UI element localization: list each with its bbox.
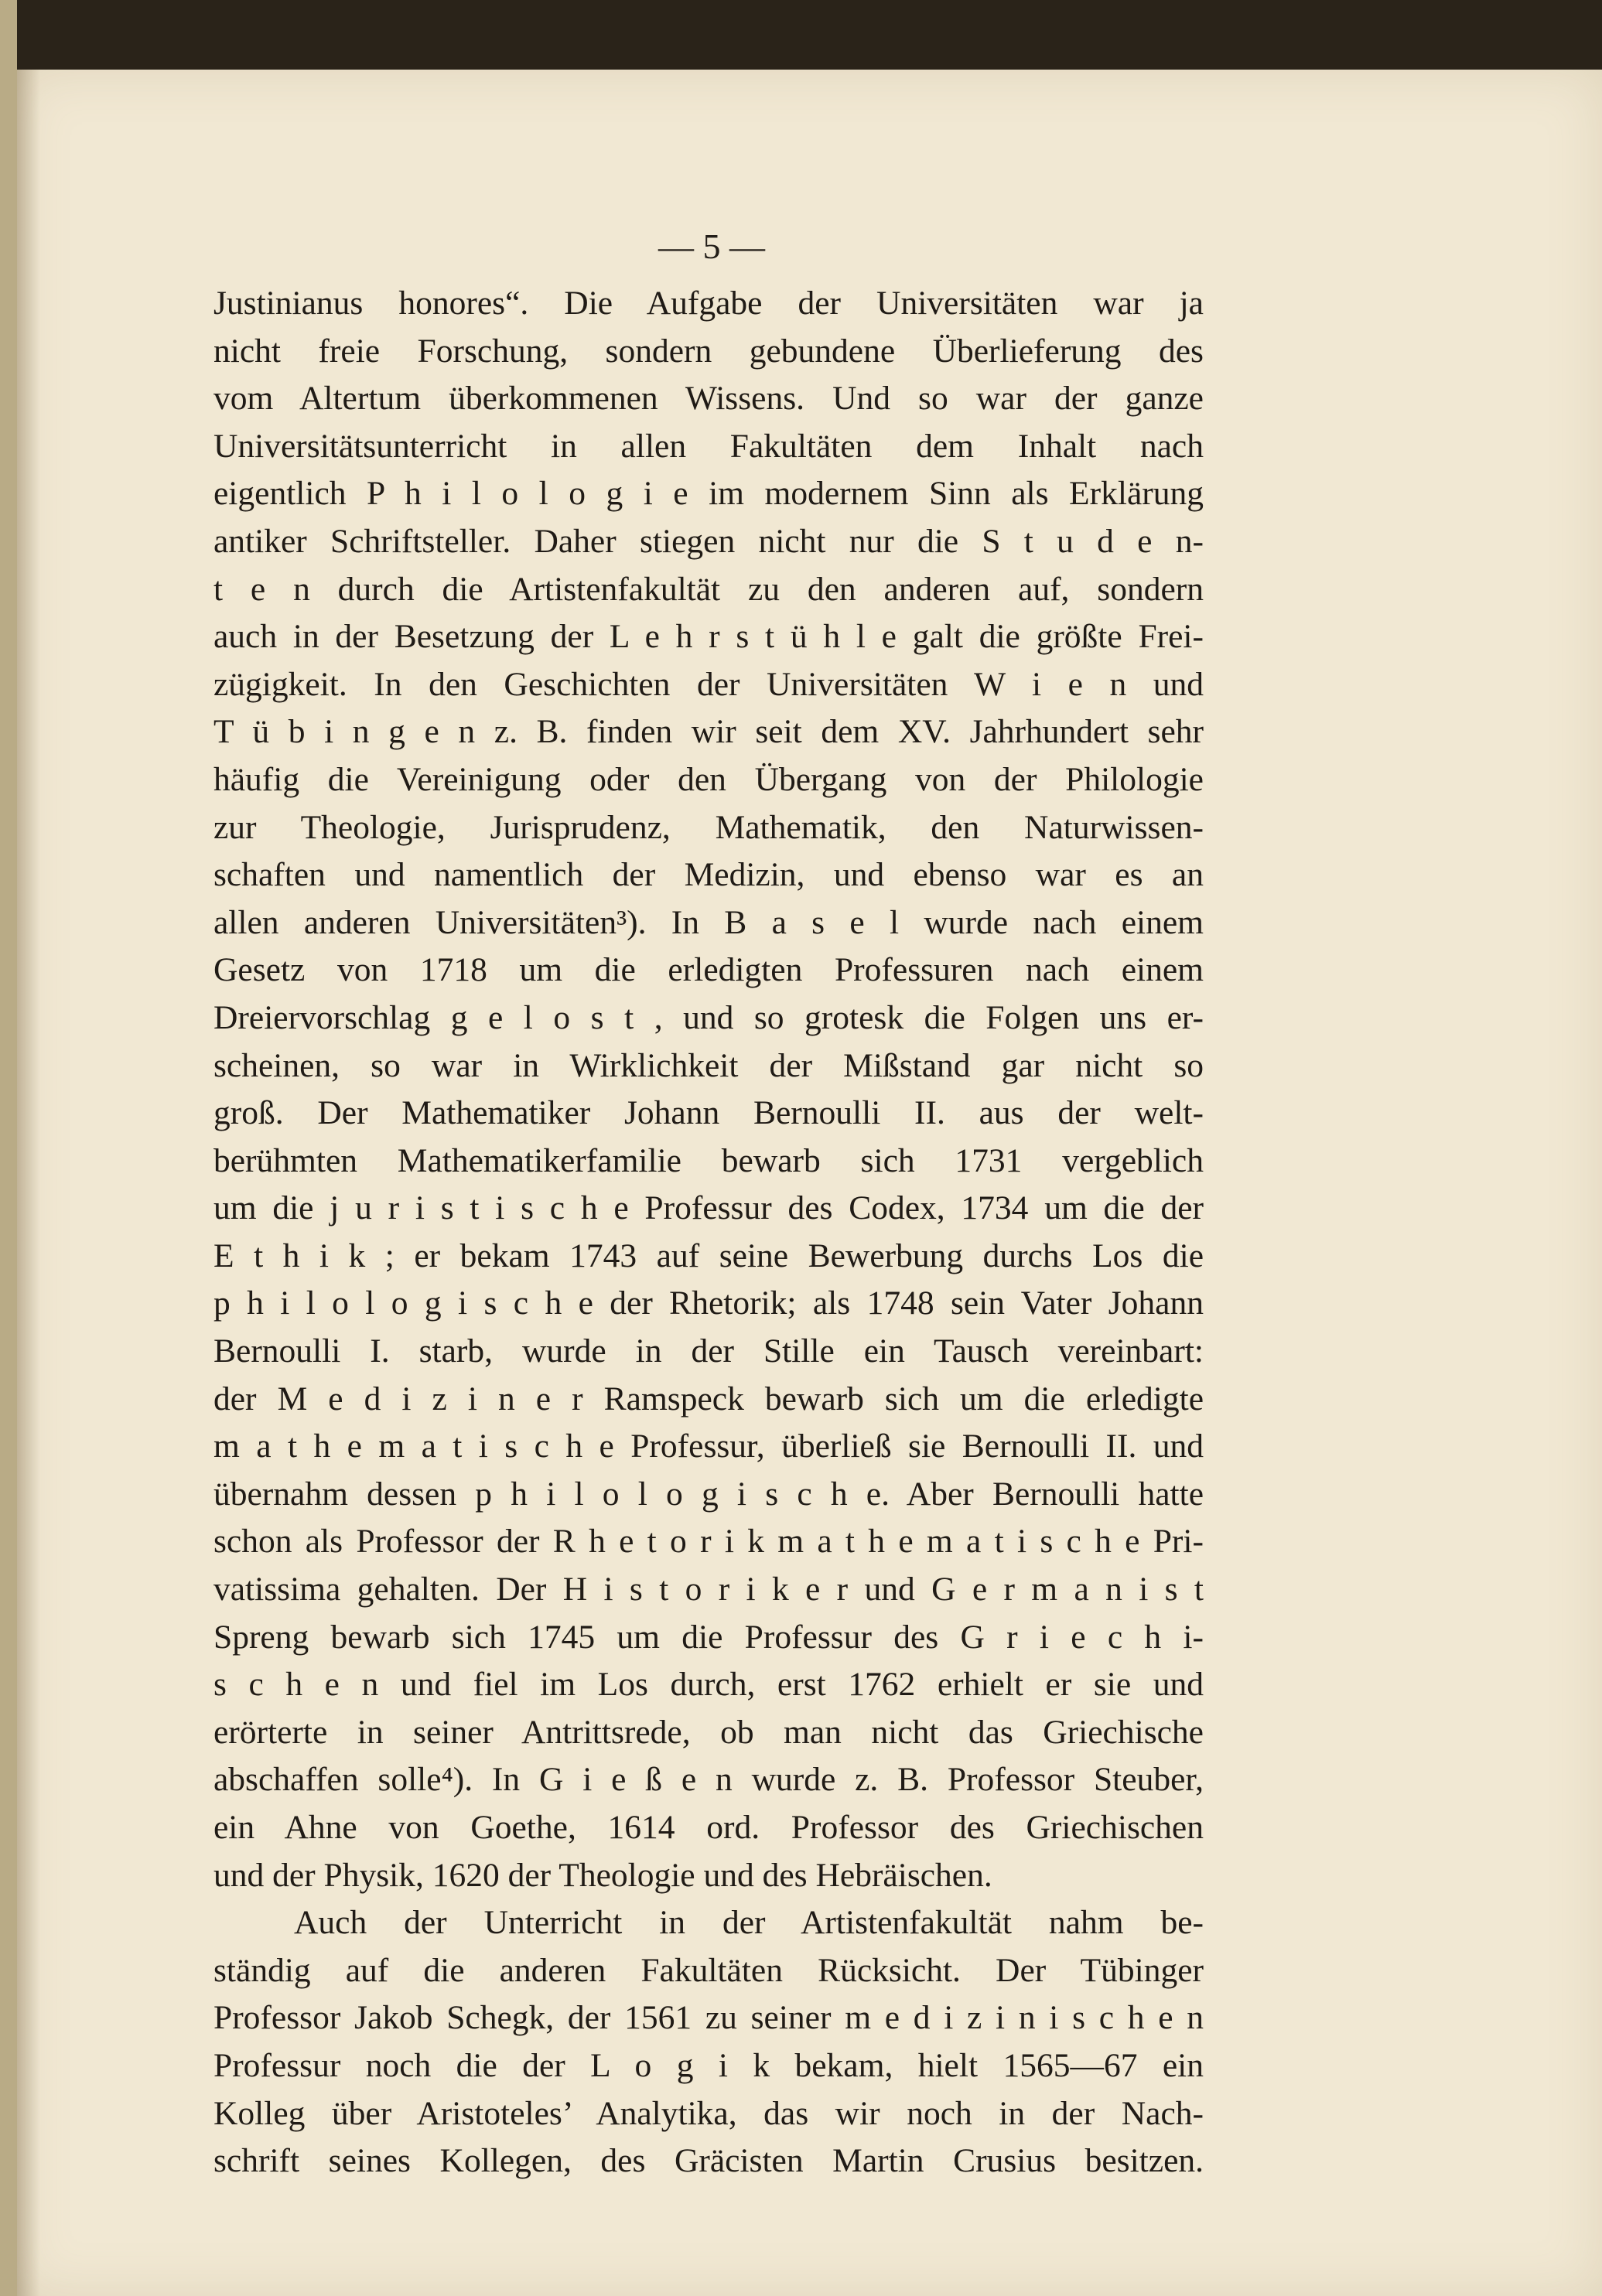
text-line: um die j u r i s t i s c h e Professur des Codex, 1734 um die der [213, 1189, 1204, 1227]
text-line: erörterte in seiner Antrittsrede, ob man nicht das Griechische [213, 1713, 1204, 1751]
text-line: Spreng bewarb sich 1745 um die Professur des G r i e c h i- [213, 1618, 1204, 1656]
text-line: groß. Der Mathematiker Johann Bernoulli II. aus der welt- [213, 1094, 1204, 1132]
text-line: t e n durch die Artistenfakultät zu den anderen auf, sondern [213, 570, 1204, 608]
text-line: Professor Jakob Schegk, der 1561 zu seiner m e d i z i n i s c h e n [213, 1999, 1204, 2037]
text-line: schon als Professor der R h e t o r i k m a t h e m a t i s c h e Pri- [213, 1523, 1204, 1561]
text-line: Universitätsunterricht in allen Fakultäten dem Inhalt nach [213, 427, 1204, 465]
text-line: eigentlich P h i l o l o g i e im modernem Sinn als Erklärung [213, 475, 1204, 513]
facing-page-edge [0, 0, 17, 2296]
text-line: p h i l o l o g i s c h e der Rhetorik; als 1748 sein Vater Johann [213, 1284, 1204, 1322]
text-line: Dreiervorschlag g e l o s t , und so grotesk die Folgen uns er- [213, 998, 1204, 1036]
text-line: und der Physik, 1620 der Theologie und des Hebräischen. [213, 1856, 992, 1894]
text-line: Gesetz von 1718 um die erledigten Professuren nach einem [213, 951, 1204, 989]
text-line: m a t h e m a t i s c h e Professur, überließ sie Bernoulli II. und [213, 1428, 1204, 1465]
page-number: — 5 — [658, 227, 765, 266]
text-line: nicht freie Forschung, sondern gebundene Überlieferung des [213, 332, 1204, 370]
text-line: übernahm dessen p h i l o l o g i s c h e. Aber Bernoulli hatte [213, 1475, 1204, 1513]
text-line: vom Altertum überkommenen Wissens. Und so war der ganze [213, 380, 1204, 418]
text-line: häufig die Vereinigung oder den Übergang von der Philologie [213, 760, 1204, 798]
spine-shadow [17, 70, 40, 2296]
text-line: ein Ahne von Goethe, 1614 ord. Professor des Griechischen [213, 1809, 1204, 1846]
text-line: T ü b i n g e n z. B. finden wir seit dem XV. Jahrhundert sehr [213, 713, 1204, 751]
text-line: antiker Schriftsteller. Daher stiegen nicht nur die S t u d e n- [213, 522, 1204, 560]
text-line: E t h i k ; er bekam 1743 auf seine Bewerbung durchs Los die [213, 1237, 1204, 1274]
text-line: vatissima gehalten. Der H i s t o r i k e r und G e r m a n i s t [213, 1571, 1204, 1609]
body-text [213, 280, 1204, 2185]
text-line: zügigkeit. In den Geschichten der Universitäten W i e n und [213, 665, 1204, 703]
text-line: scheinen, so war in Wirklichkeit der Mißstand gar nicht so [213, 1046, 1204, 1084]
text-line: allen anderen Universitäten³). In B a s e l wurde nach einem [213, 903, 1204, 941]
text-line: Bernoulli I. starb, wurde in der Stille ein Tausch vereinbart: [213, 1332, 1204, 1370]
text-line: s c h e n und fiel im Los durch, erst 1762 erhielt er sie und [213, 1666, 1204, 1704]
text-line: Professur noch die der L o g i k bekam, hielt 1565—67 ein [213, 2046, 1204, 2084]
text-line: auch in der Besetzung der L e h r s t ü h l e galt die größte Frei- [213, 618, 1204, 656]
text-line: abschaffen solle⁴). In G i e ß e n wurde z. B. Professor Steuber, [213, 1761, 1204, 1799]
text-line: der M e d i z i n e r Ramspeck bewarb sich um die erledigte [213, 1380, 1204, 1418]
text-line: Justinianus honores“. Die Aufgabe der Universitäten war ja [213, 285, 1204, 322]
text-line: schaften und namentlich der Medizin, und ebenso war es an [213, 856, 1204, 894]
text-line: berühmten Mathematikerfamilie bewarb sich 1731 vergeblich [213, 1141, 1204, 1179]
text-line: Kolleg über Aristoteles’ Analytika, das wir noch in der Nach- [213, 2094, 1204, 2132]
text-line: zur Theologie, Jurisprudenz, Mathematik, den Naturwissen- [213, 808, 1204, 846]
text-line: ständig auf die anderen Fakultäten Rücksicht. Der Tübinger [213, 1951, 1204, 1989]
text-line: schrift seines Kollegen, des Gräcisten Martin Crusius besitzen. [213, 2142, 1204, 2180]
paragraph-start-line: Auch der Unterricht in der Artistenfakultät nahm be- [294, 1904, 1204, 1942]
